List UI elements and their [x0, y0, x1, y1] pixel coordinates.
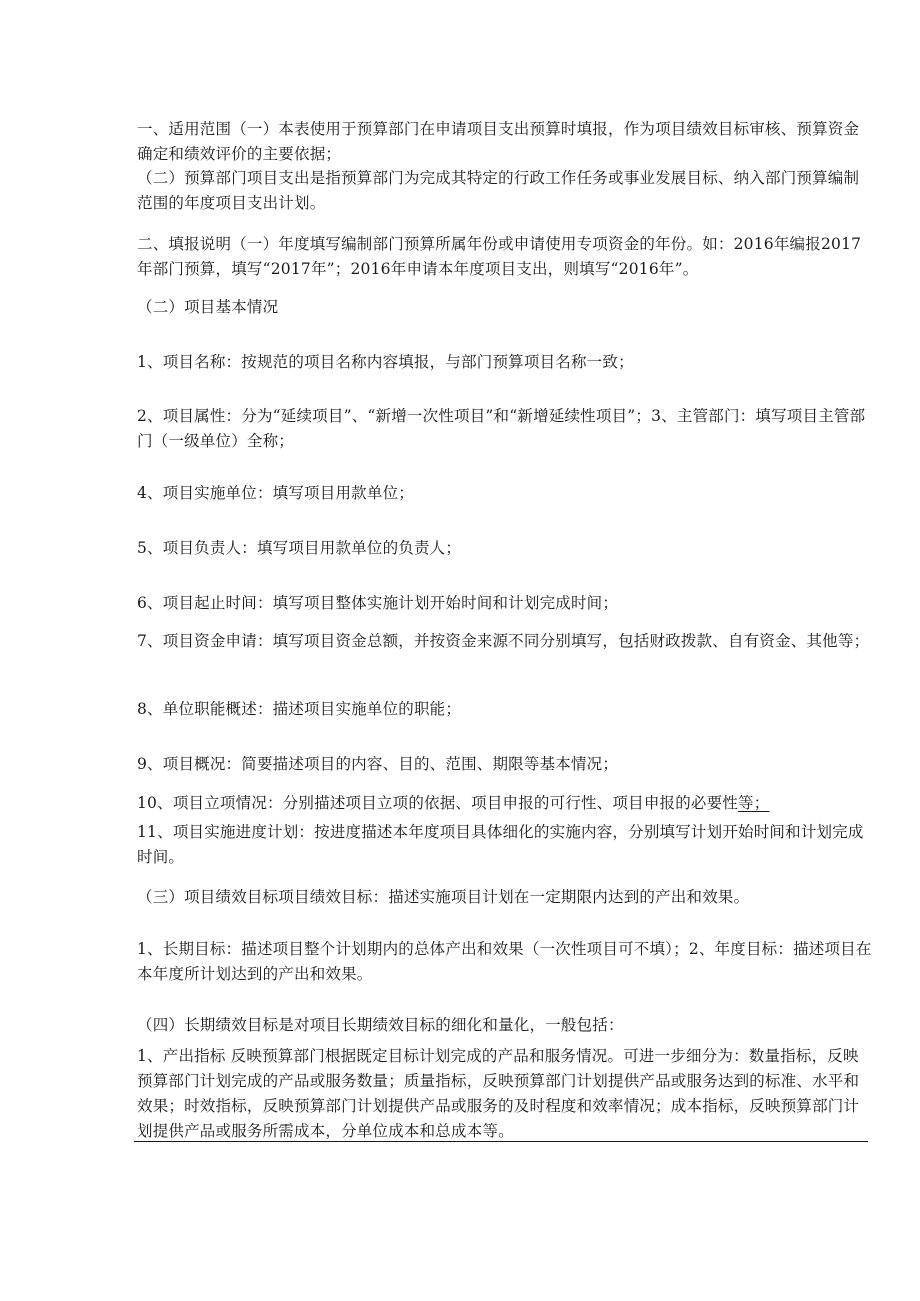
paragraph-item-6: 6、项目起止时间：填写项目整体实施计划开始时间和计划完成时间；	[137, 594, 619, 612]
paragraph-item-4: 4、项目实施单位：填写项目用款单位；	[137, 484, 414, 502]
paragraph-scope-2: （二）预算部门项目支出是指预算部门为完成其特定的行政工作任务或事业发展目标、纳入部门预算编制范围的年度项目支出计划。	[137, 169, 860, 212]
paragraph-item-10-text: 10、项目立项情况：分别描述项目立项的依据、项目申报的可行性、项目申报的必要性	[137, 794, 739, 812]
paragraph-item-1: 1、项目名称：按规范的项目名称内容填报，与部门预算项目名称一致；	[137, 353, 634, 371]
paragraph-section-performance-goals: （三）项目绩效目标项目绩效目标：描述实施项目计划在一定期限内达到的产出和效果。	[137, 888, 750, 906]
bottom-rule-divider	[134, 1141, 868, 1142]
paragraph-instructions-1: 二、填报说明（一）年度填写编制部门预算所属年份或申请使用专项资金的年份。如：2016年编报2017年部门预算，填写“2017年”；2016年申请本年度项目支出，则填写“2016年”。	[137, 235, 862, 278]
paragraph-item-10	[137, 791, 872, 816]
paragraph-item-10-underlined-tail: 等；	[738, 794, 770, 812]
paragraph-section-basic-info: （二）项目基本情况	[137, 298, 279, 316]
paragraph-item-11: 11、项目实施进度计划：按进度描述本年度项目具体细化的实施内容，分别填写计划开始时间和计划完成时间。	[137, 823, 864, 866]
paragraph-item-7: 7、项目资金申请：填写项目资金总额，并按资金来源不同分别填写，包括财政拨款、自有资金、其他等；	[137, 632, 870, 650]
paragraph-item-2: 2、项目属性：分为“延续项目”、“新增一次性项目”和“新增延续性项目”；3、主管部门：填写项目主管部门（一级单位）全称；	[137, 407, 866, 450]
paragraph-section-long-term-performance: （四）长期绩效目标是对项目长期绩效目标的细化和量化，一般包括：	[137, 1016, 624, 1034]
paragraph-scope-1: 一、适用范围（一）本表使用于预算部门在申请项目支出预算时填报，作为项目绩效目标审核、预算资金确定和绩效评价的主要依据；	[137, 120, 860, 163]
paragraph-item-8: 8、单位职能概述：描述项目实施单位的职能；	[137, 700, 462, 718]
paragraph-long-term-goal: 1、长期目标：描述项目整个计划期内的总体产出和效果（一次性项目可不填）；2、年度目标：描述项目在本年度所计划达到的产出和效果。	[137, 940, 872, 983]
paragraph-output-indicators: 1、产出指标 反映预算部门根据既定目标计划完成的产品和服务情况。可进一步细分为：数量指标，反映预算部门计划完成的产品或服务数量；质量指标，反映预算部门计划提供产品或服务达到的标准、水平和效果；时效指标，反映预算部门计划提供产品或服务的及时程度和效率情况；成本指标，反映预算部门计划提供产品或服务所需成本，分单位成本和总成本等。	[137, 1047, 860, 1140]
paragraph-item-5: 5、项目负责人：填写项目用款单位的负责人；	[137, 539, 462, 557]
paragraph-item-9: 9、项目概况：简要描述项目的内容、目的、范围、期限等基本情况；	[137, 755, 619, 773]
